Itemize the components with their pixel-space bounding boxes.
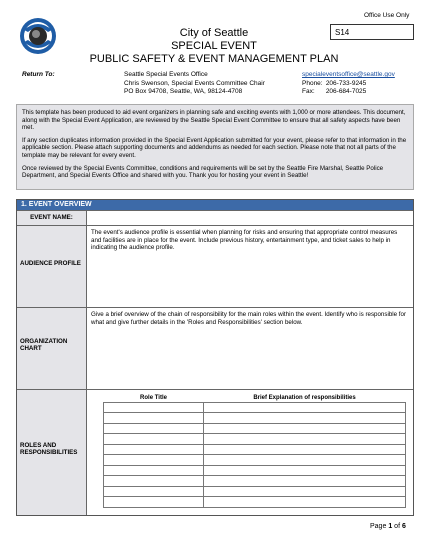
table-row	[104, 444, 406, 455]
role-explanation-cell[interactable]	[204, 402, 406, 413]
roles-table	[103, 394, 406, 508]
audience-profile-row	[17, 225, 413, 307]
role-title-cell[interactable]	[104, 465, 204, 476]
return-to-label: Return To:	[22, 71, 55, 78]
role-title-cell[interactable]	[104, 402, 204, 413]
role-explanation-cell[interactable]	[204, 455, 406, 466]
table-row	[104, 465, 406, 476]
table-row	[104, 413, 406, 424]
intro-box	[16, 104, 414, 190]
city-seal-logo-icon	[18, 16, 58, 56]
audience-profile-description: The event's audience profile is essential when planning for risks and ensuring that appropriate control measures and facilities are in place for the event. Include previous history, entertainment type, and ticket sales to help in indicating the audience profile.	[91, 229, 398, 252]
section-header: 1. EVENT OVERVIEW	[17, 200, 413, 210]
roles-row	[17, 389, 413, 515]
role-title-header: Role Title	[140, 394, 167, 401]
phone-line	[302, 80, 395, 89]
role-explanation-cell[interactable]	[204, 465, 406, 476]
table-row	[104, 486, 406, 497]
fax-number: 206-684-7025	[325, 88, 367, 95]
audience-profile-field[interactable]	[88, 256, 413, 307]
page-number	[370, 523, 406, 530]
organization-chart-field[interactable]	[88, 330, 413, 389]
email-link[interactable]: specialeventsoffice@seattle.gov	[302, 71, 395, 78]
role-title-cell[interactable]	[104, 497, 204, 508]
role-explanation-cell[interactable]	[204, 486, 406, 497]
intro-paragraph: If any section duplicates information provided in the Special Event Application submitted for your event, please refer to that information in the applicable section. Please attach supporting documents and addendums as needed for each section. Please note that not all parts of the template may be relevant for every event.	[22, 136, 407, 159]
role-explanation-cell[interactable]	[204, 497, 406, 508]
address-line: Chris Swenson, Special Events Committee Chair	[124, 79, 265, 87]
intro-paragraph: This template has been produced to aid event organizers in planning safe and exciting events with 1,000 or more attendees. This document, along with the Special Event Application, are reviewed by the Seattle Special Event Committee to ensure that all safety aspects have been met.	[22, 109, 406, 132]
role-title-cell[interactable]	[104, 413, 204, 424]
role-explanation-header: Brief Explanation of responsibilities	[253, 394, 356, 401]
title-line-1: SPECIAL EVENT	[171, 40, 257, 52]
role-title-cell[interactable]	[104, 455, 204, 466]
role-explanation-cell[interactable]	[204, 413, 406, 424]
address-line: PO Box 94708, Seattle, WA, 98124-4708	[124, 88, 243, 95]
table-row	[104, 402, 406, 413]
return-contact	[302, 71, 395, 97]
phone-number: 206-733-9245	[325, 79, 367, 87]
roles-label: ROLES AND RESPONSIBILITIES	[17, 390, 87, 515]
role-title-cell[interactable]	[104, 423, 204, 434]
role-title-cell[interactable]	[104, 444, 204, 455]
table-row	[104, 455, 406, 466]
page-of: of	[394, 523, 401, 530]
table-row	[104, 476, 406, 487]
role-explanation-cell[interactable]	[204, 476, 406, 487]
role-explanation-cell[interactable]	[204, 423, 406, 434]
roles-table-header	[104, 394, 406, 402]
role-explanation-cell[interactable]	[204, 434, 406, 445]
organization-chart-row	[17, 307, 413, 389]
event-overview-form	[16, 199, 414, 516]
table-row	[104, 423, 406, 434]
event-name-label: EVENT NAME:	[17, 211, 87, 225]
fax-label: Fax:	[302, 88, 315, 95]
city-name: City of Seattle	[179, 27, 249, 39]
event-name-field[interactable]	[88, 211, 413, 225]
office-use-label: Office Use Only	[364, 12, 410, 19]
role-title-cell[interactable]	[104, 486, 204, 497]
address-line: Seattle Special Events Office	[124, 71, 208, 78]
event-name-row	[17, 210, 413, 225]
organization-chart-description: Give a brief overview of the chain of responsibility for the main roles within the event. Identify who is responsible for what and give further details in the 'Roles and Responsibilities' section below.	[91, 311, 407, 326]
return-address	[124, 71, 265, 97]
page-prefix: Page	[370, 523, 387, 530]
role-title-cell[interactable]	[104, 476, 204, 487]
table-row	[104, 434, 406, 445]
title-line-2: PUBLIC SAFETY & EVENT MANAGEMENT PLAN	[89, 53, 339, 65]
office-use-field[interactable]: S14	[330, 24, 414, 40]
role-explanation-cell[interactable]	[204, 444, 406, 455]
phone-label: Phone:	[302, 79, 323, 87]
intro-paragraph: Once reviewed by the Special Events Committee, conditions and requirements will be set by the Seattle Fire Marshal, Seattle Police Department, and Special Events Office and shared with you. Thank you for hosting your event in Seattle!	[22, 164, 384, 180]
organization-chart-label: ORGANIZATION CHART	[17, 308, 87, 389]
document-title	[60, 27, 368, 66]
page-current: 1	[388, 523, 393, 530]
role-title-cell[interactable]	[104, 434, 204, 445]
table-row	[104, 497, 406, 508]
page-total: 6	[401, 523, 406, 530]
audience-profile-label: AUDIENCE PROFILE	[17, 226, 87, 307]
fax-line	[302, 88, 395, 97]
